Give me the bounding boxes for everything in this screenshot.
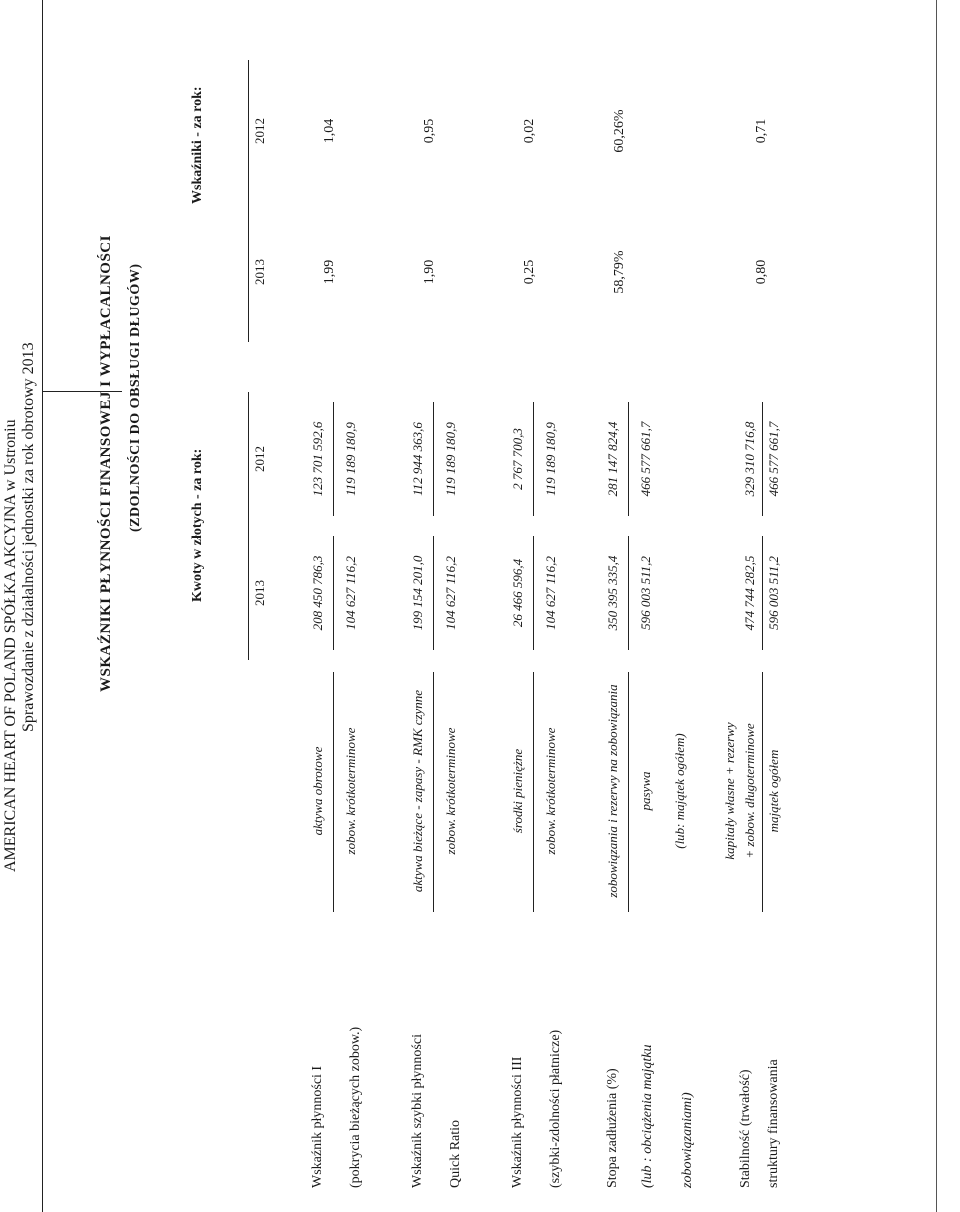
row-5-bar-2013 bbox=[762, 536, 763, 650]
row-5-ratio-2012: 0,71 bbox=[754, 118, 769, 144]
row-3-ratio-2013: 0,25 bbox=[522, 259, 537, 285]
row-2-denominator: zobow. krótkoterminowe bbox=[443, 727, 458, 855]
row-4-ratio-2012: 60,26% bbox=[612, 109, 627, 153]
row-1-sublabel: (pokrycia bieżących zobow.) bbox=[348, 1026, 363, 1188]
row-2-num-2013: 199 154 201,0 bbox=[410, 555, 425, 631]
page-edge-rule bbox=[936, 0, 937, 1212]
year-2012-amounts: 2012 bbox=[252, 446, 267, 472]
row-2-den-2013: 104 627 116,2 bbox=[443, 556, 458, 630]
row-1-num-2012: 123 701 592,6 bbox=[310, 421, 325, 497]
row-3-bar-2012 bbox=[533, 402, 534, 516]
row-1-num-2013: 208 450 786,3 bbox=[310, 555, 325, 631]
row-3-label: Wskaźnik płynności III bbox=[510, 1056, 525, 1188]
row-5-bar-2012 bbox=[762, 402, 763, 516]
amounts-header-rule bbox=[248, 392, 249, 660]
row-4-bar-2012 bbox=[628, 402, 629, 516]
row-4-denominator-note: (lub: majątek ogółem) bbox=[672, 733, 687, 849]
row-2-fraction-bar bbox=[433, 672, 434, 912]
row-4-numerator: zobowiązania i rezerwy na zobowiązania bbox=[605, 684, 620, 898]
row-2-sublabel: Quick Ratio bbox=[448, 1119, 463, 1188]
row-4-sublabel: (lub : obciążenia majątku bbox=[640, 1044, 655, 1188]
header-rule bbox=[42, 0, 43, 1212]
company-name: AMERICAN HEART OF POLAND SPÓŁKA AKCYJNA w Ustroniu bbox=[2, 419, 19, 872]
row-4-num-2013: 350 395 335,4 bbox=[605, 555, 620, 631]
report-title: Sprawozdanie z działalności jednostki za rok obrotowy 2013 bbox=[20, 342, 37, 732]
row-3-numerator: środki pieniężne bbox=[510, 748, 525, 834]
row-2-ratio-2013: 1,90 bbox=[422, 259, 437, 285]
row-1-numerator: aktywa obrotowe bbox=[310, 746, 325, 836]
row-2-num-2012: 112 944 363,6 bbox=[410, 422, 425, 496]
row-1-fraction-bar bbox=[333, 672, 334, 912]
row-4-bar-2013 bbox=[628, 536, 629, 650]
row-5-num-2012: 329 310 716,8 bbox=[742, 421, 757, 497]
row-1-ratio-2013: 1,99 bbox=[322, 259, 337, 285]
row-3-den-2013: 104 627 116,2 bbox=[543, 556, 558, 630]
row-4-num-2012: 281 147 824,4 bbox=[605, 421, 620, 497]
row-5-sublabel: struktury finansowania bbox=[766, 1059, 781, 1188]
row-5-label: Stabilność (trwałość) bbox=[738, 1069, 753, 1188]
row-4-ratio-2013: 58,79% bbox=[612, 250, 627, 294]
page-title: WSKAŹNIKI PŁYNNOŚCI FINANSOWEJ I WYPŁACALNOŚCI bbox=[98, 235, 114, 692]
row-3-num-2013: 26 466 596,4 bbox=[510, 558, 525, 628]
row-5-denominator: majątek ogółem bbox=[766, 749, 781, 833]
row-4-label: Stopa zadłużenia (%) bbox=[605, 1068, 620, 1188]
row-2-numerator: aktywa bieżące - zapasy - RMK czynne bbox=[410, 689, 425, 893]
row-1-bar-2012 bbox=[333, 402, 334, 516]
row-5-ratio-2013: 0,80 bbox=[754, 259, 769, 285]
row-1-label: Wskaźnik płynności I bbox=[310, 1065, 325, 1188]
row-4-den-2012: 466 577 661,7 bbox=[638, 421, 653, 497]
row-2-ratio-2012: 0,95 bbox=[422, 118, 437, 144]
year-2012-ratios: 2012 bbox=[252, 118, 267, 144]
row-4-denominator: pasywa bbox=[638, 771, 653, 811]
row-1-den-2013: 104 627 116,2 bbox=[343, 556, 358, 630]
row-1-bar-2013 bbox=[333, 536, 334, 650]
row-5-den-2013: 596 003 511,2 bbox=[766, 556, 781, 630]
page-subtitle: (ZDOLNOŚCI DO OBSŁUGI DŁUGÓW) bbox=[128, 263, 143, 532]
row-3-sublabel: (szybki-zdolności płatnicze) bbox=[548, 1029, 563, 1188]
year-2013-amounts: 2013 bbox=[252, 580, 267, 606]
row-5-num-2013: 474 744 282,5 bbox=[742, 555, 757, 631]
row-3-den-2012: 119 189 180,9 bbox=[543, 422, 558, 496]
row-5-numerator: kapitały własne + rezerwy bbox=[722, 722, 737, 860]
row-5-den-2012: 466 577 661,7 bbox=[766, 421, 781, 497]
row-3-ratio-2012: 0,02 bbox=[522, 118, 537, 144]
row-3-num-2012: 2 767 700,3 bbox=[510, 428, 525, 490]
row-2-bar-2013 bbox=[433, 536, 434, 650]
row-4-den-2013: 596 003 511,2 bbox=[638, 556, 653, 630]
row-3-bar-2013 bbox=[533, 536, 534, 650]
row-3-fraction-bar bbox=[533, 672, 534, 912]
row-3-denominator: zobow. krótkoterminowe bbox=[543, 727, 558, 855]
year-2013-ratios: 2013 bbox=[252, 259, 267, 285]
ratios-header-rule bbox=[248, 60, 249, 342]
row-4-sublabel-2: zobowiązaniami) bbox=[680, 1092, 695, 1188]
row-2-bar-2012 bbox=[433, 402, 434, 516]
row-5-fraction-bar bbox=[762, 672, 763, 912]
row-4-fraction-bar bbox=[628, 672, 629, 912]
row-5-numerator-2: + zobow. długoterminowe bbox=[742, 723, 757, 859]
row-1-denominator: zobow. krótkoterminowe bbox=[343, 727, 358, 855]
row-1-den-2012: 119 189 180,9 bbox=[343, 422, 358, 496]
row-1-ratio-2012: 1,04 bbox=[322, 118, 337, 144]
row-2-den-2012: 119 189 180,9 bbox=[443, 422, 458, 496]
amounts-header: Kwoty w złotych - za rok: bbox=[190, 448, 205, 602]
ratios-header: Wskaźniki - za rok: bbox=[190, 86, 205, 204]
row-2-label: Wskaźnik szybki płynności bbox=[410, 1034, 425, 1188]
